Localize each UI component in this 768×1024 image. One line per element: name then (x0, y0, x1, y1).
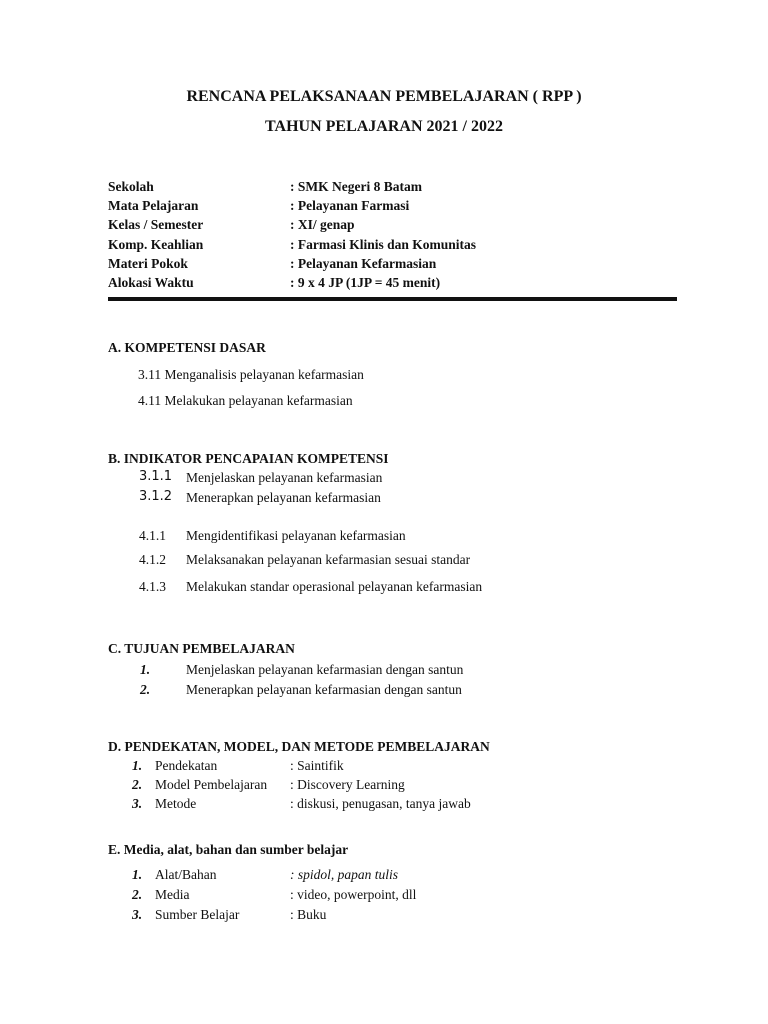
document-subtitle: TAHUN PELAJARAN 2021 / 2022 (265, 118, 503, 135)
document-title: RENCANA PELAKSANAAN PEMBELAJARAN ( RPP ) (186, 88, 582, 105)
list-item-number: 4.1.1 (139, 528, 166, 543)
list-item: 3.11 Menganalisis pelayanan kefarmasian (138, 367, 364, 382)
list-item-value: : spidol, papan tulis (290, 867, 399, 882)
identity-value: : Pelayanan Farmasi (290, 198, 410, 213)
list-item-label: Metode (155, 796, 197, 811)
section-d-heading: D. PENDEKATAN, MODEL, DAN METODE PEMBELAJARAN (108, 739, 490, 754)
list-item: Menjelaskan pelayanan kefarmasian (186, 470, 383, 485)
section-e-heading: E. Media, alat, bahan dan sumber belajar (108, 842, 349, 857)
list-item-value: : Buku (290, 907, 327, 922)
list-item: Menerapkan pelayanan kefarmasian (186, 490, 381, 505)
list-item-value: : Discovery Learning (290, 777, 405, 792)
list-item-number: 3. (132, 796, 143, 811)
list-item-number: 3. (132, 907, 143, 922)
identity-value: : XI/ genap (290, 217, 355, 232)
list-item-number: 4.1.2 (139, 552, 166, 567)
list-item-number: 2. (140, 682, 151, 697)
list-item-number: 3.1.1 (139, 469, 173, 484)
identity-value: : SMK Negeri 8 Batam (290, 179, 422, 194)
section-b-heading: B. INDIKATOR PENCAPAIAN KOMPETENSI (108, 451, 389, 466)
list-item: Menjelaskan pelayanan kefarmasian dengan santun (186, 662, 464, 677)
list-item: Melakukan standar operasional pelayanan kefarmasian (186, 579, 483, 594)
list-item: Melaksanakan pelayanan kefarmasian sesuai standar (186, 552, 471, 567)
identity-label: Materi Pokok (108, 256, 188, 271)
list-item-number: 2. (132, 777, 143, 792)
list-item-label: Alat/Bahan (155, 867, 217, 882)
list-item-number: 3.1.2 (139, 489, 173, 504)
list-item-number: 2. (132, 887, 143, 902)
list-item-label: Media (155, 887, 190, 902)
list-item-number: 1. (132, 758, 143, 773)
list-item: Menerapkan pelayanan kefarmasian dengan santun (186, 682, 462, 697)
identity-label: Kelas / Semester (108, 217, 204, 232)
list-item-number: 1. (140, 662, 151, 677)
identity-value: : Pelayanan Kefarmasian (290, 256, 437, 271)
section-c-heading: C. TUJUAN PEMBELAJARAN (108, 641, 295, 656)
identity-value: : 9 x 4 JP (1JP = 45 menit) (290, 275, 441, 290)
list-item-number: 1. (132, 867, 143, 882)
list-item-value: : video, powerpoint, dll (290, 887, 417, 902)
header-divider (108, 297, 677, 301)
identity-label: Sekolah (108, 179, 154, 194)
identity-label: Mata Pelajaran (108, 198, 199, 213)
identity-value: : Farmasi Klinis dan Komunitas (290, 237, 477, 252)
list-item-number: 4.1.3 (139, 579, 166, 594)
list-item-value: : diskusi, penugasan, tanya jawab (290, 796, 471, 811)
list-item: Mengidentifikasi pelayanan kefarmasian (186, 528, 406, 543)
list-item-label: Sumber Belajar (155, 907, 240, 922)
section-a-heading: A. KOMPETENSI DASAR (108, 340, 266, 355)
identity-label: Komp. Keahlian (108, 237, 204, 252)
list-item-label: Pendekatan (155, 758, 218, 773)
list-item: 4.11 Melakukan pelayanan kefarmasian (138, 393, 353, 408)
list-item-value: : Saintifik (290, 758, 344, 773)
list-item-label: Model Pembelajaran (155, 777, 268, 792)
identity-label: Alokasi Waktu (108, 275, 194, 290)
